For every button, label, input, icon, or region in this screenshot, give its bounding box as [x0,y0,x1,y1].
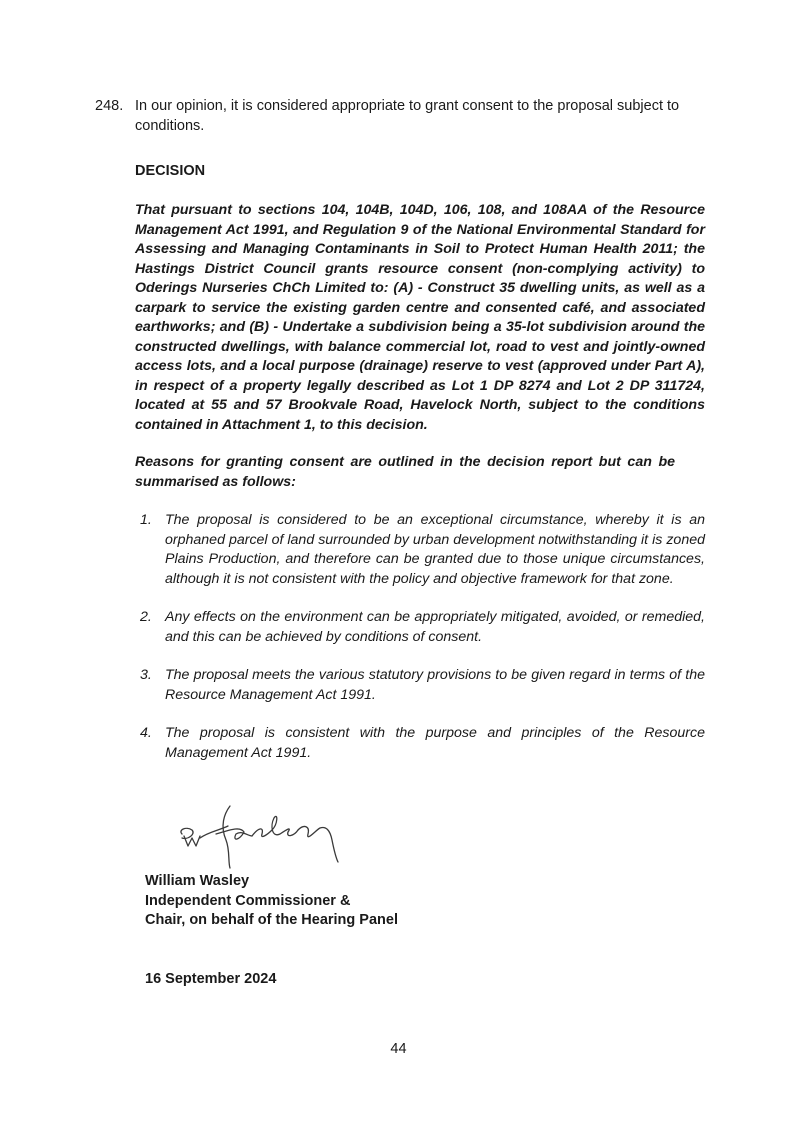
signatory-title-line1: Independent Commissioner & [145,892,351,909]
signatory-name: William Wasley [145,873,250,889]
reason-text: Any effects on the environment can be appropriately mitigated, avoided, or remedied, and this can be achieved by conditions of consent. [165,609,705,645]
reasons-list [135,511,705,782]
signatory-block [145,872,398,931]
reason-item [135,608,705,647]
paragraph-text: In our opinion, it is considered appropriate to grant consent to the proposal subject to conditions. [135,98,680,134]
reason-number: 4. [140,725,152,741]
reason-item [135,511,705,589]
reasons-intro: Reasons for granting consent are outlined in the decision report but can be summarised as follows: [135,454,675,490]
decision-heading: DECISION [135,163,206,179]
reason-number: 1. [140,512,152,528]
decision-date: 16 September 2024 [145,971,277,987]
signatory-title-line2: Chair, on behalf of the Hearing Panel [145,912,398,928]
decision-text: That pursuant to sections 104, 104B, 104D, 106, 108, and 108AA of the Resource Management Act 1991, and Regulation 9 of the National Environmental Standard for Assessing and Managing Contaminants in Soil to Protect Human Health 2011; the Hastings District Council grants resource consent (non-complying activity) to Oderings Nurseries ChCh Limited to: (A) - Construct 35 dwelling units, as well as a carpark to service the existing garden centre and consented café, and associated earthworks; and (B) - Undertake a subdivision being a 35-lot subdivision around the constructed dwellings, with balance commercial lot, road to vest and jointly-owned access lots, and a local purpose (drainage) reserve to vest (approved under Part A), in respect of a property legally described as Lot 1 DP 8274 and Lot 2 DP 311724, located at 55 and 57 Brookvale Road, Havelock North, subject to the conditions contained in Attachment 1, to this decision. [135,202,705,433]
reason-item [135,666,705,705]
handwritten-signature [170,800,350,872]
reason-text: The proposal is consistent with the purpose and principles of the Resource Management Act 1991. [165,725,705,761]
reason-text: The proposal meets the various statutory provisions to be given regard in terms of the Resource Management Act 1991. [165,667,705,703]
reason-text: The proposal is considered to be an exceptional circumstance, whereby it is an orphaned parcel of land surrounded by urban development notwithstanding it is zoned Plains Production, and therefore can be granted due to those unique circumstances, although it is not consistent with the policy and objective framework for that zone. [165,512,705,587]
reason-number: 3. [140,667,152,683]
page-number: 44 [390,1041,407,1057]
reason-number: 2. [140,609,152,625]
reason-item [135,724,705,763]
paragraph-number: 248. [95,98,124,114]
